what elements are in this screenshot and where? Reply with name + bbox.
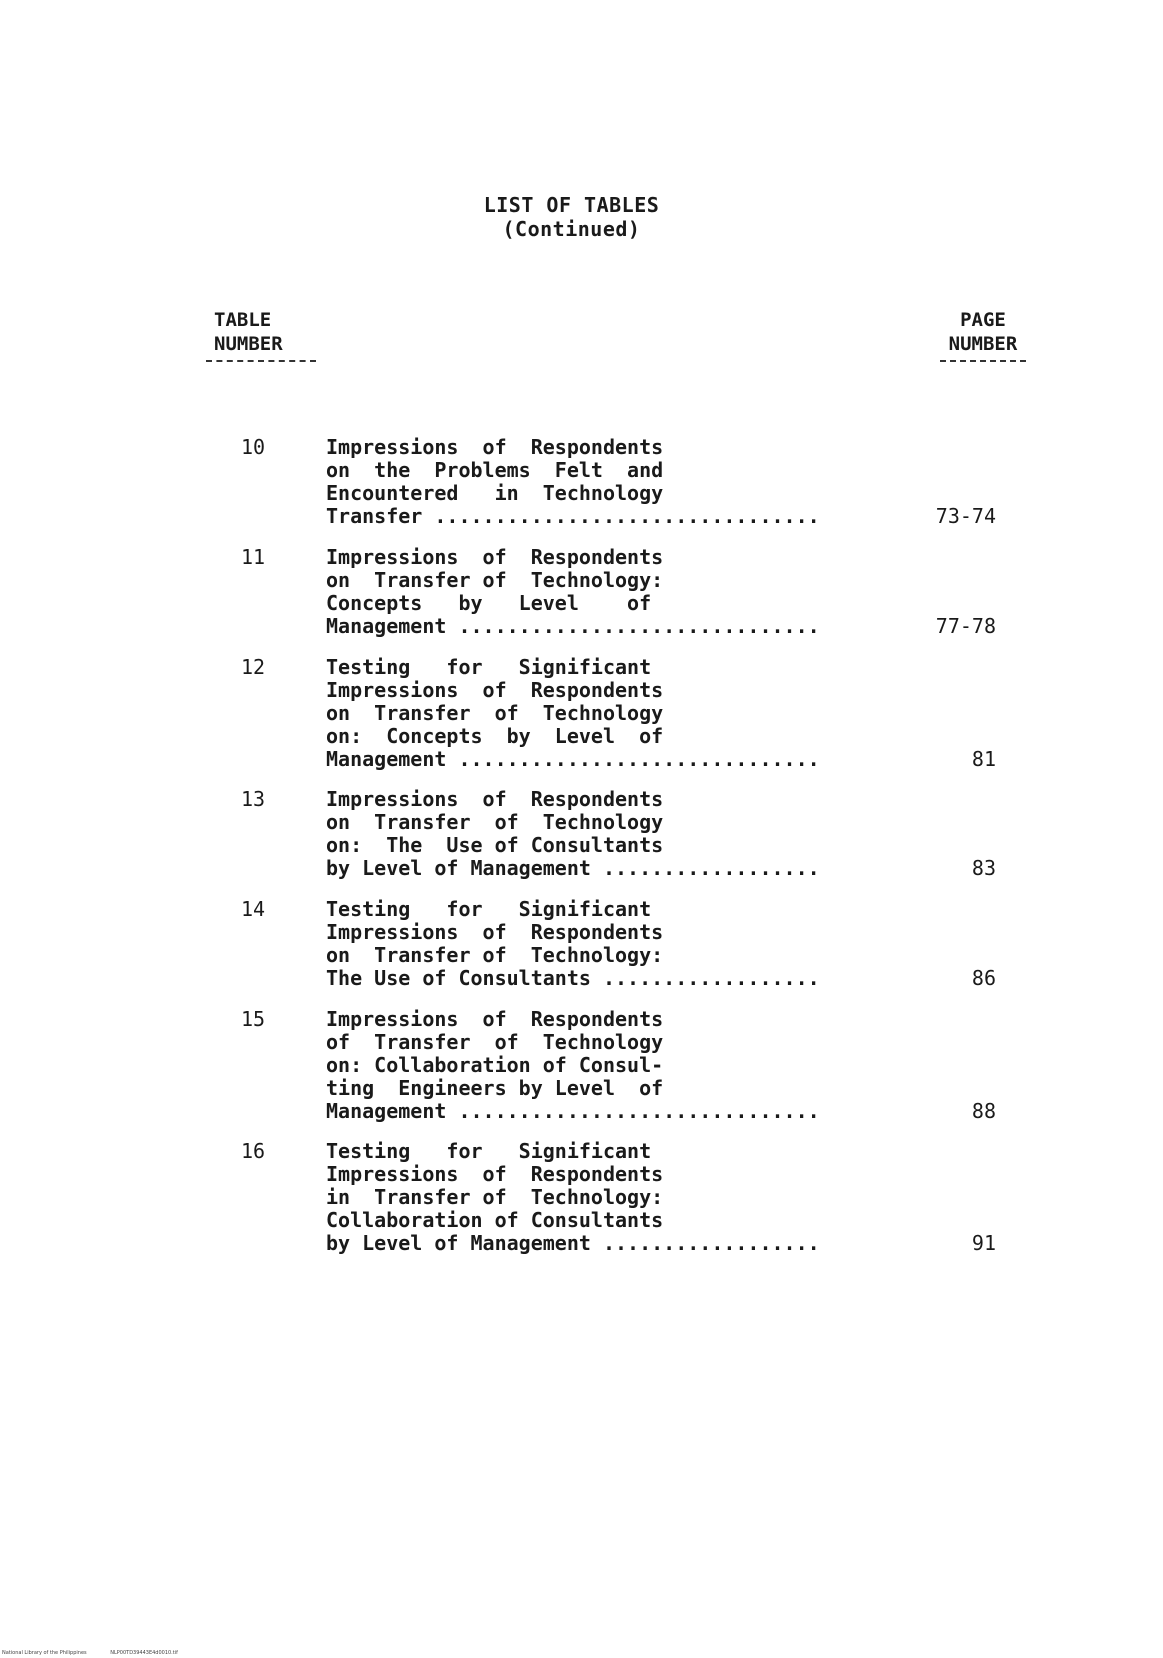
description-line: Management .............................. xyxy=(326,1099,820,1123)
table-description xyxy=(326,1140,926,1255)
table-number: 15 xyxy=(241,1007,266,1031)
column-header-line: TABLE xyxy=(214,309,272,331)
header-underline xyxy=(940,360,1026,362)
column-header-line: PAGE xyxy=(960,309,1006,331)
page-number-column-header xyxy=(940,308,1026,362)
page-number: 86 xyxy=(971,966,996,990)
page-number: 73-74 xyxy=(935,504,996,528)
description-line: Impressions of Respondents xyxy=(326,1007,664,1031)
description-line: Management .............................. xyxy=(326,747,820,771)
description-line: on Transfer of Technology: xyxy=(326,943,664,967)
table-number: 13 xyxy=(241,787,266,811)
table-description xyxy=(326,546,926,638)
description-line: ting Engineers by Level of xyxy=(326,1076,664,1100)
description-line: on Transfer of Technology xyxy=(326,810,664,834)
description-line: on: Collaboration of Consul- xyxy=(326,1053,664,1077)
description-line: Impressions of Respondents xyxy=(326,1162,664,1186)
description-line: Impressions of Respondents xyxy=(326,787,664,811)
description-line: Testing for Significant xyxy=(326,655,652,679)
description-line: on the Problems Felt and xyxy=(326,458,664,482)
table-description xyxy=(326,436,926,528)
file-name: NLP00TD39443E4d0010.tif xyxy=(110,1650,178,1656)
table-number: 16 xyxy=(241,1139,266,1163)
table-description xyxy=(326,898,926,990)
library-credit: National Library of the Philippines xyxy=(2,1650,87,1656)
description-line: Encountered in Technology xyxy=(326,481,664,505)
description-line: on Transfer of Technology xyxy=(326,701,664,725)
description-line: on: Concepts by Level of xyxy=(326,724,664,748)
table-description xyxy=(326,656,926,771)
description-line: on Transfer of Technology: xyxy=(326,568,664,592)
table-number-column-header xyxy=(214,308,316,362)
description-line: Impressions of Respondents xyxy=(326,920,664,944)
description-line: by Level of Management .................. xyxy=(326,856,820,880)
description-line: Impressions of Respondents xyxy=(326,545,664,569)
column-header-line: NUMBER xyxy=(214,333,283,355)
description-line: in Transfer of Technology: xyxy=(326,1185,664,1209)
table-description xyxy=(326,1008,926,1123)
description-line: by Level of Management .................. xyxy=(326,1231,820,1255)
page-number: 91 xyxy=(971,1231,996,1255)
scan-footer xyxy=(2,1650,200,1656)
page-number: 81 xyxy=(971,747,996,771)
description-line: Testing for Significant xyxy=(326,897,652,921)
header-underline xyxy=(206,360,316,362)
description-line: Impressions of Respondents xyxy=(326,435,664,459)
description-line: Impressions of Respondents xyxy=(326,678,664,702)
description-line: Transfer ................................ xyxy=(326,504,820,528)
page-subtitle: (Continued) xyxy=(502,217,641,241)
page-number: 83 xyxy=(971,856,996,880)
table-number: 12 xyxy=(241,655,266,679)
description-line: Concepts by Level of xyxy=(326,591,652,615)
description-line: on: The Use of Consultants xyxy=(326,833,664,857)
page-number: 88 xyxy=(971,1099,996,1123)
table-number: 11 xyxy=(241,545,266,569)
table-number: 10 xyxy=(241,435,266,459)
column-header-line: NUMBER xyxy=(948,333,1018,355)
page-number: 77-78 xyxy=(935,614,996,638)
description-line: of Transfer of Technology xyxy=(326,1030,664,1054)
description-line: Collaboration of Consultants xyxy=(326,1208,664,1232)
table-number: 14 xyxy=(241,897,266,921)
description-line: The Use of Consultants .................. xyxy=(326,966,820,990)
description-line: Testing for Significant xyxy=(326,1139,652,1163)
description-line: Management .............................. xyxy=(326,614,820,638)
table-description xyxy=(326,788,926,880)
page-title: LIST OF TABLES xyxy=(483,193,660,217)
